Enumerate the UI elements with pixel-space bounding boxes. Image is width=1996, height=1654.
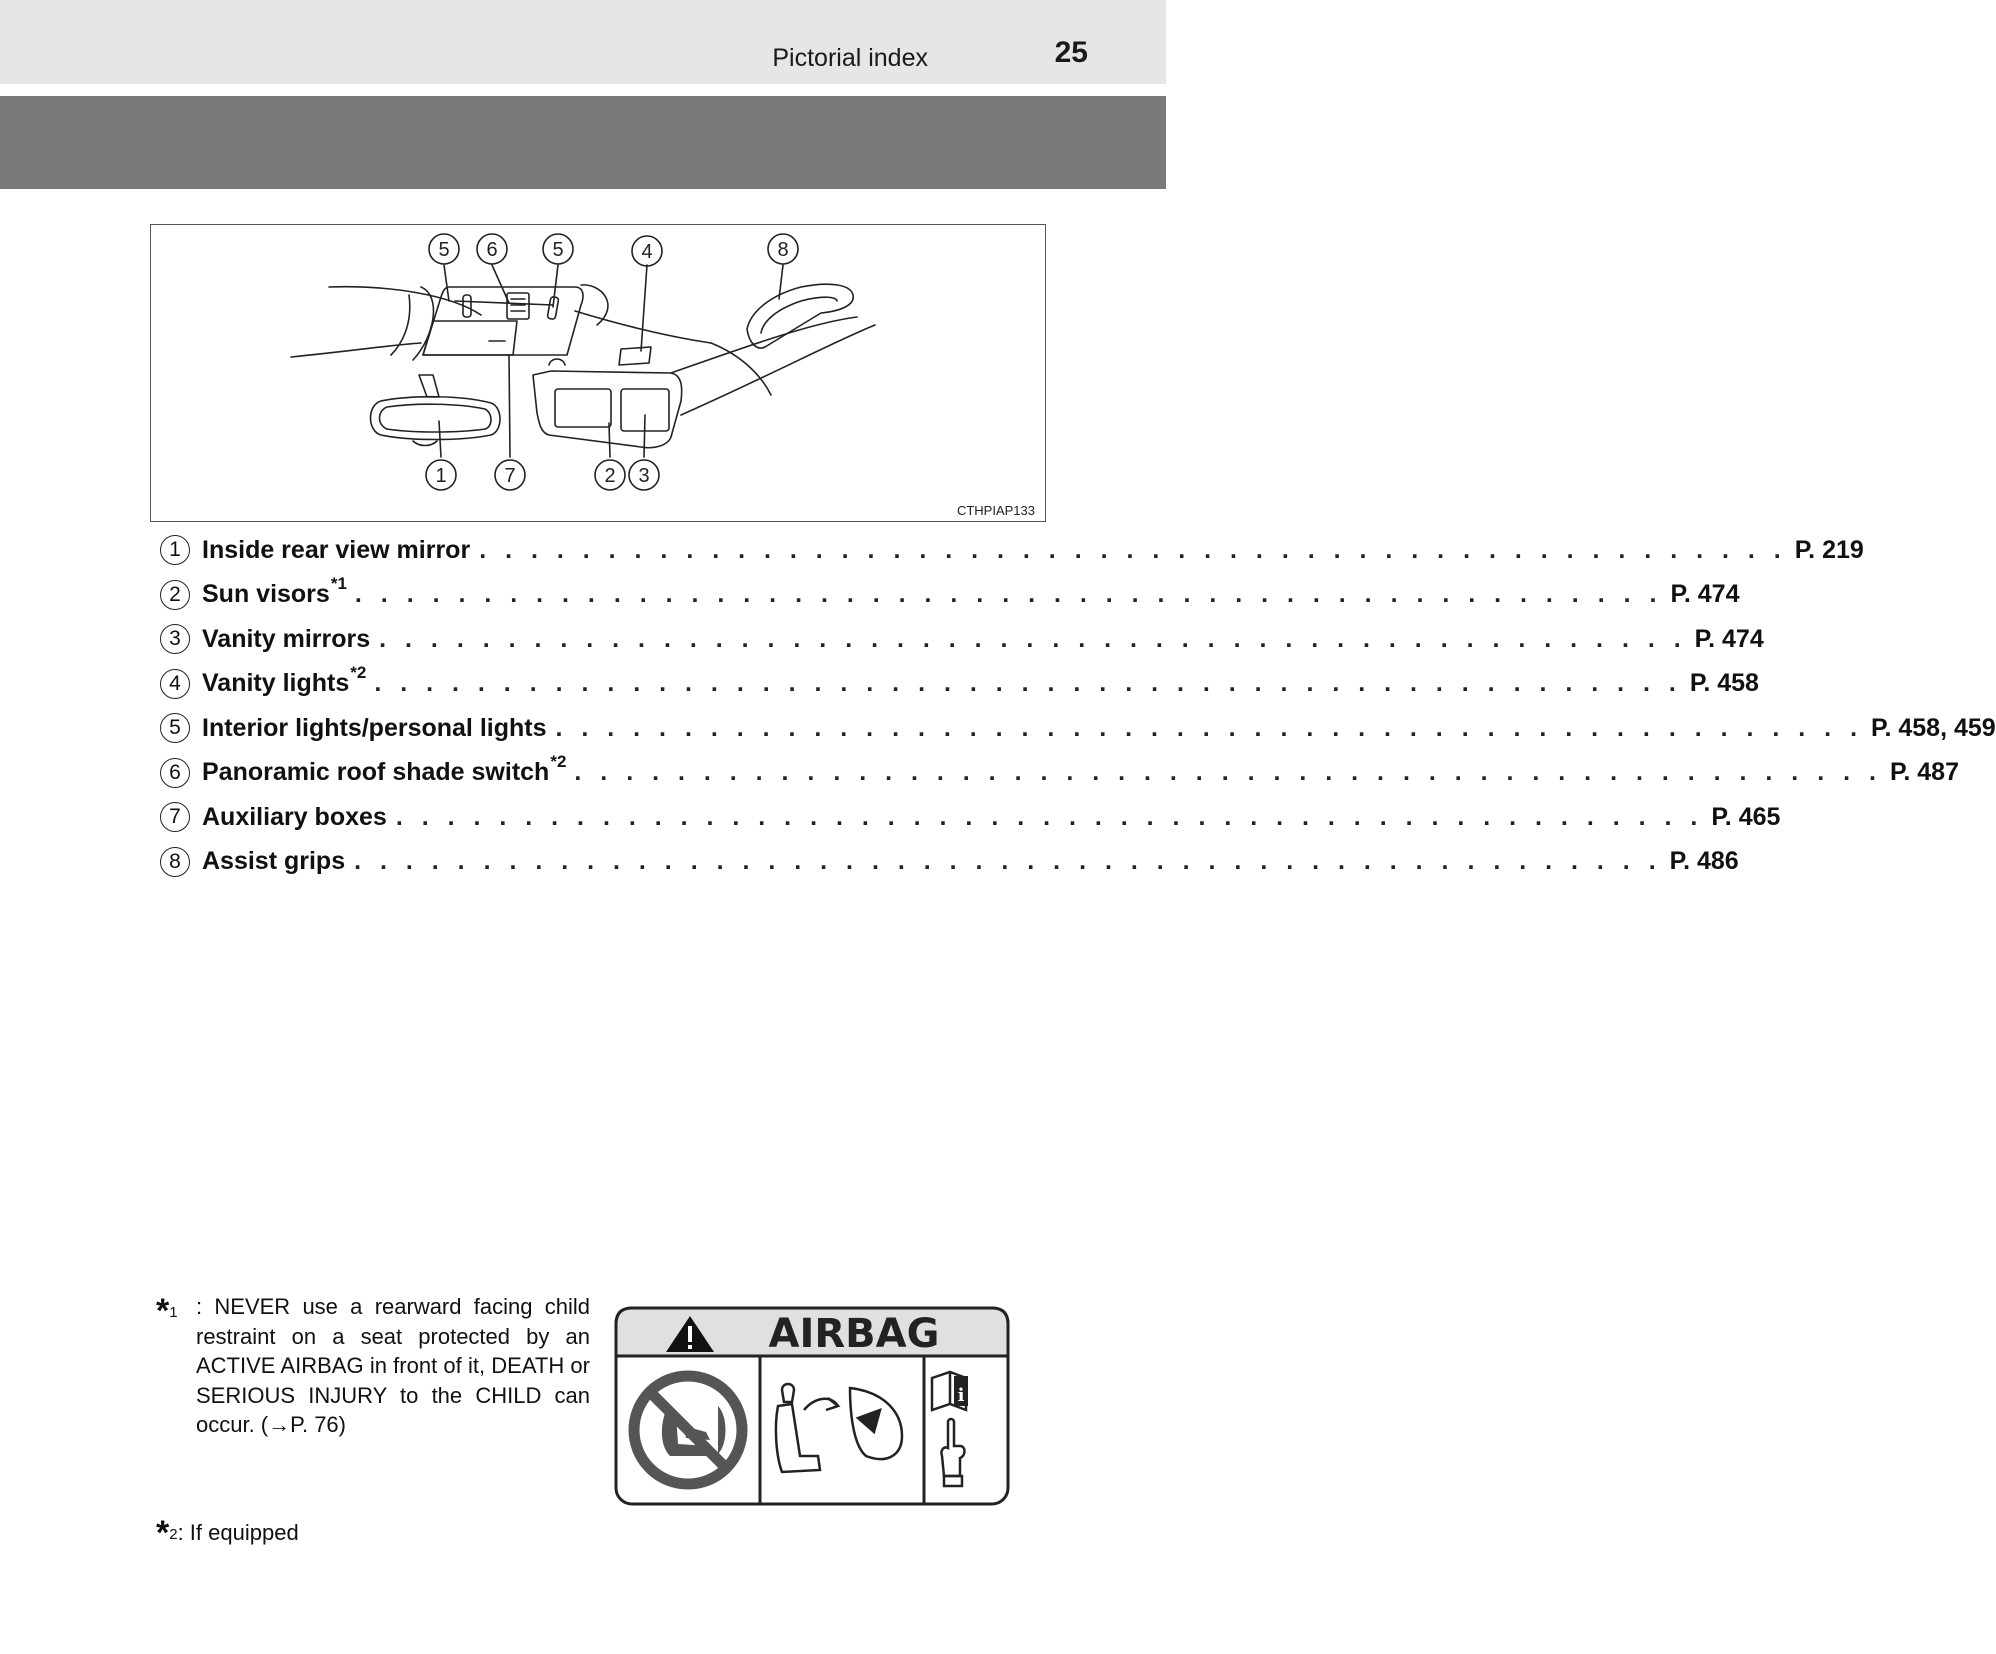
airbag-title: AIRBAG <box>768 1311 940 1357</box>
page-reference[interactable]: P. 219 <box>1794 535 1864 564</box>
page-reference[interactable]: P. 486 <box>1669 847 1739 876</box>
leader-dots: . . . . . . . . . . . . . . . . . . . . . . . . . . . . . . . . . . . . . . . . . . . . . . . . . . . <box>555 713 1864 742</box>
item-label: Inside rear view mirror <box>202 535 471 564</box>
footnote-2 <box>156 1514 299 1552</box>
item-number: 2 <box>160 580 190 610</box>
callout-label: 5 <box>552 239 564 261</box>
callouts-top <box>429 234 798 266</box>
item-label: Sun visors$^{*1}$ <box>202 574 347 609</box>
item-number: 4 <box>160 669 190 699</box>
index-item <box>160 706 1996 751</box>
callout-label: 3 <box>638 465 650 487</box>
page-reference[interactable]: P. 474 <box>1670 580 1740 609</box>
item-label: Interior lights/personal lights <box>202 713 547 742</box>
index-item <box>160 617 1764 662</box>
callout-label: 5 <box>438 239 450 261</box>
index-item <box>160 662 1759 707</box>
callouts-bottom <box>426 460 659 490</box>
index-item <box>160 795 1781 840</box>
page-header <box>0 0 1166 84</box>
page-reference[interactable]: P. 458 <box>1689 669 1759 698</box>
footnote-text: : NEVER use a rearward facing child restraint on a seat protected by an ACTIVE AIRBAG in front of it, DEATH or SERIOUS INJURY to the CHILD can occur. (→P. 76) <box>196 1294 590 1437</box>
footnote-1 <box>156 1292 590 1440</box>
overhead-console-drawing <box>151 225 1047 523</box>
item-label: Panoramic roof shade switch$^{*2}$ <box>202 752 567 787</box>
overhead-console-illustration <box>150 224 1046 522</box>
index-list <box>160 528 1996 884</box>
page-reference[interactable]: P. 474 <box>1694 624 1764 653</box>
airbag-warning-label <box>614 1306 1010 1506</box>
footnote-index: 2 <box>169 1526 178 1543</box>
leader-dots: . . . . . . . . . . . . . . . . . . . . . . . . . . . . . . . . . . . . . . . . . . . . . . . . . . . <box>354 580 1663 609</box>
item-number: 7 <box>160 802 190 832</box>
item-number: 8 <box>160 847 190 877</box>
item-number: 1 <box>160 535 190 565</box>
item-label: Auxiliary boxes <box>202 802 387 831</box>
leader-dots: . . . . . . . . . . . . . . . . . . . . . . . . . . . . . . . . . . . . . . . . . . . . . . . . . . . <box>395 802 1704 831</box>
airbag-label-graphic <box>614 1306 1010 1506</box>
callout-label: 2 <box>604 465 616 487</box>
index-item <box>160 573 1740 618</box>
section-title: Pictorial index <box>772 44 928 72</box>
index-item <box>160 528 1864 573</box>
footnote-mark: * <box>156 1292 170 1330</box>
item-label: Vanity lights$^{*2}$ <box>202 663 367 698</box>
index-item <box>160 751 1959 796</box>
leader-dots: . . . . . . . . . . . . . . . . . . . . . . . . . . . . . . . . . . . . . . . . . . . . . . . . . . . <box>479 535 1787 564</box>
item-number: 5 <box>160 713 190 743</box>
index-item <box>160 840 1739 885</box>
leader-dots: . . . . . . . . . . . . . . . . . . . . . . . . . . . . . . . . . . . . . . . . . . . . . . . . . . . <box>354 847 1662 876</box>
item-number: 6 <box>160 758 190 788</box>
figure-id: CTHPIAP133 <box>956 503 1035 518</box>
callout-label: 7 <box>504 465 516 487</box>
footnote-index: 1 <box>169 1304 178 1321</box>
svg-text:i: i <box>957 1385 965 1406</box>
item-label: Vanity mirrors <box>202 624 371 653</box>
page-reference[interactable]: P. 465 <box>1711 802 1781 831</box>
footnote-text: : If equipped <box>177 1520 299 1545</box>
page-reference[interactable]: P. 458, 459 <box>1871 713 1996 742</box>
callout-label: 6 <box>486 239 498 261</box>
leader-dots: . . . . . . . . . . . . . . . . . . . . . . . . . . . . . . . . . . . . . . . . . . . . . . . . . . . <box>374 669 1682 698</box>
leader-dots: . . . . . . . . . . . . . . . . . . . . . . . . . . . . . . . . . . . . . . . . . . . . . . . . . . . <box>574 758 1882 787</box>
item-number: 3 <box>160 624 190 654</box>
page-reference[interactable]: P. 487 <box>1889 758 1959 787</box>
leader-dots: . . . . . . . . . . . . . . . . . . . . . . . . . . . . . . . . . . . . . . . . . . . . . . . . . . . <box>379 624 1687 653</box>
header-band <box>0 96 1166 189</box>
callout-label: 4 <box>641 241 653 263</box>
callout-label: 1 <box>435 465 447 487</box>
page-number: 25 <box>1054 36 1088 69</box>
callout-label: 8 <box>777 239 789 261</box>
footnote-mark: * <box>156 1514 170 1552</box>
item-label: Assist grips <box>202 847 346 876</box>
